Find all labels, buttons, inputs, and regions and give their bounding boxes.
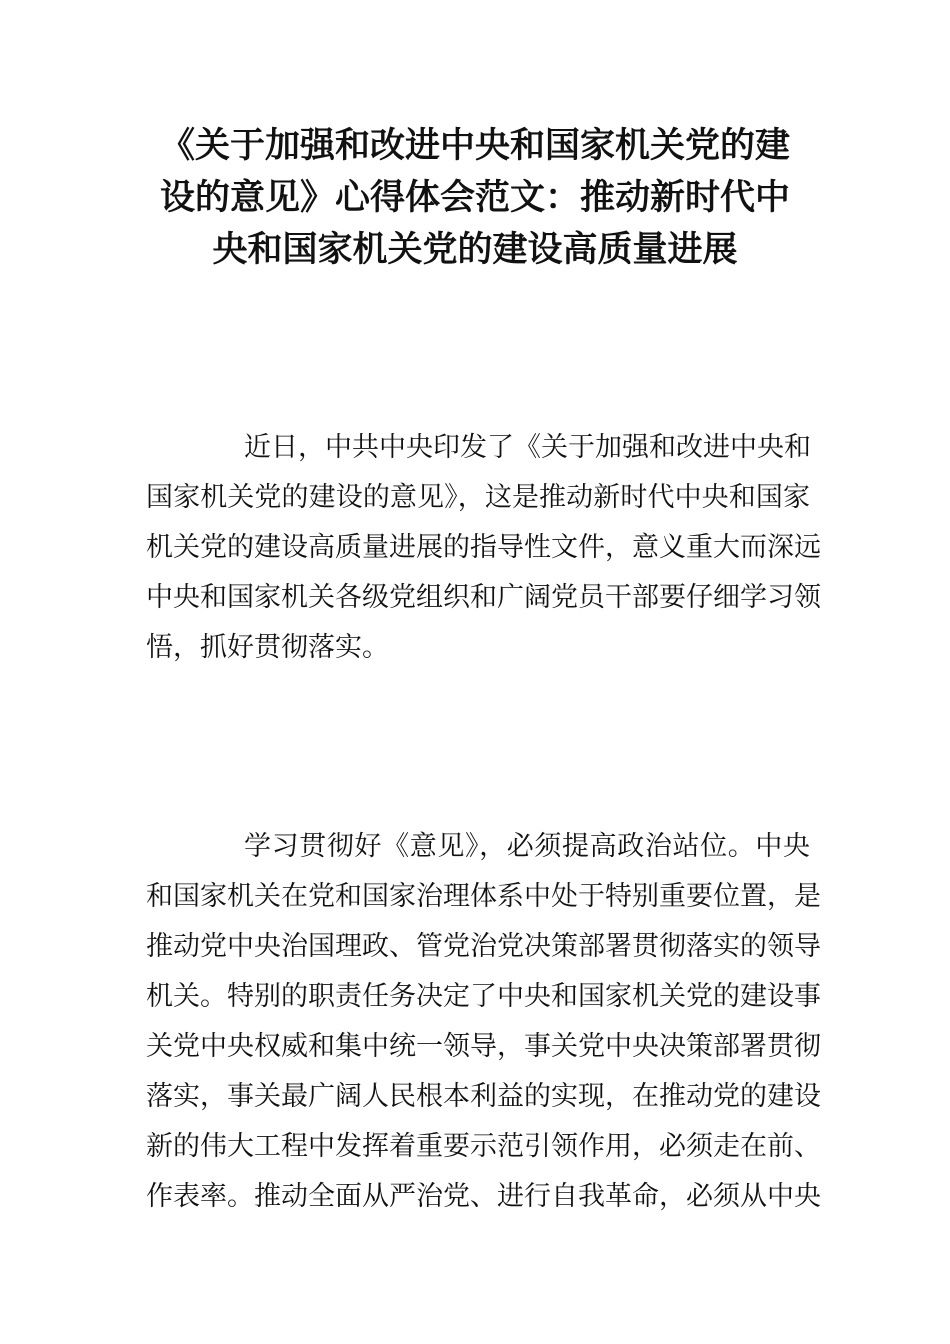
text-line: 机关党的建设高质量进展的指导性文件，意义重大而深远: [146, 532, 821, 563]
text-line: 关党中央权威和集中统一领导，事关党中央决策部署贯彻: [146, 1031, 821, 1062]
text-line: 和国家机关在党和国家治理体系中处于特别重要位置，是: [146, 881, 821, 912]
text-line: 推动党中央治国理政、管党治党决策部署贯彻落实的领导: [146, 931, 821, 962]
text-line: 悟，抓好贯彻落实。: [146, 632, 389, 663]
text-line: 新的伟大工程中发挥着重要示范引领作用，必须走在前、: [146, 1131, 821, 1162]
text-line: 国家机关党的建设的意见》，这是推动新时代中央和国家: [146, 482, 810, 513]
title-line: 央和国家机关党的建设高质量进展: [212, 230, 738, 270]
text-line: 近日，中共中央印发了《关于加强和改进中央和: [244, 432, 811, 463]
text-line: 学习贯彻好《意见》，必须提高政治站位。中央: [244, 831, 810, 862]
title-line: 设的意见》心得体会范文：推动新时代中: [159, 178, 790, 218]
document-title: [140, 120, 810, 276]
text-line: 落实，事关最广阔人民根本利益的实现，在推动党的建设: [146, 1081, 821, 1112]
paragraph-intro: [146, 423, 821, 673]
title-line: 《关于加强和改进中央和国家机关党的建: [159, 126, 790, 166]
text-line: 机关。特别的职责任务决定了中央和国家机关党的建设事: [146, 981, 821, 1012]
paragraph-political-stance: [146, 822, 821, 1222]
text-line: 作表率。推动全面从严治党、进行自我革命，必须从中央: [146, 1181, 821, 1212]
text-line: 中央和国家机关各级党组织和广阔党员干部要仔细学习领: [146, 582, 821, 613]
